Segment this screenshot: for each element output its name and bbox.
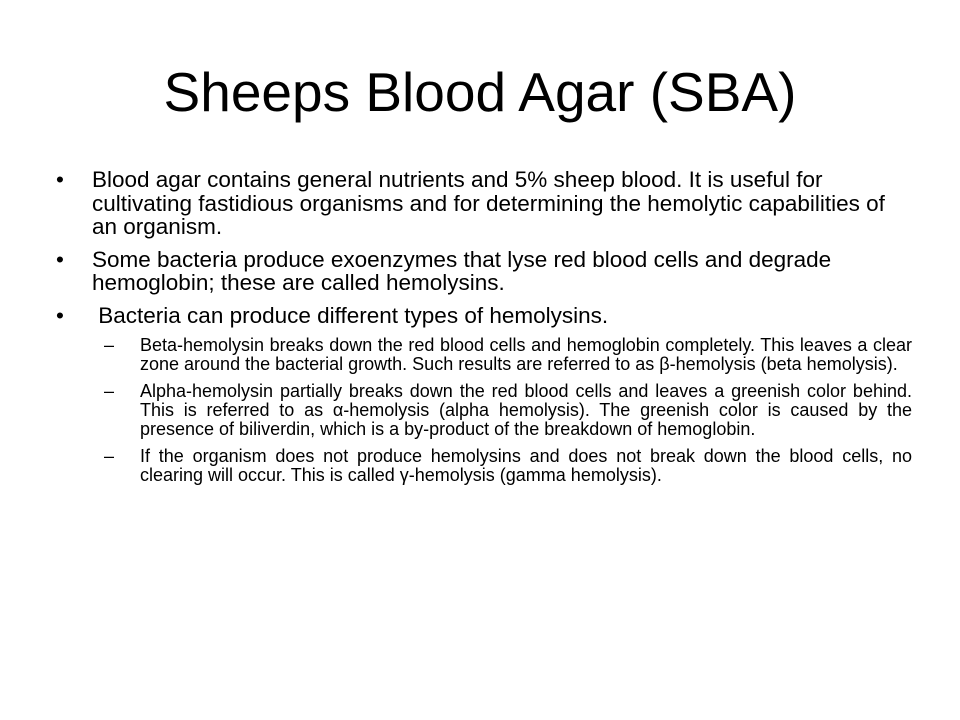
- bullet-marker: •: [56, 167, 64, 192]
- bullet-marker: •: [56, 246, 64, 272]
- dash-marker: –: [104, 335, 115, 355]
- sub-bullet-text: If the organism does not produce hemolysins and does not break down the blood cells, no clearing will occur. This is called γ-hemolysis (gamma hemolysis).: [140, 446, 912, 485]
- slide-body: [56, 168, 912, 493]
- bullet-item: [56, 248, 912, 295]
- bullet-text: Blood agar contains general nutrients and 5% sheep blood. It is useful for cultivating fastidious organisms and for determining the hemolytic capabilities of an organism.: [92, 167, 885, 239]
- bullet-item: [56, 168, 912, 239]
- bullet-marker: •: [56, 302, 64, 328]
- sub-bullet-item: [56, 447, 912, 485]
- sub-bullet-item: [56, 336, 912, 374]
- bullet-text: Bacteria can produce different types of hemolysins.: [92, 302, 609, 328]
- dash-marker: –: [104, 381, 115, 401]
- bullet-text: Some bacteria produce exoenzymes that lyse red blood cells and degrade hemoglobin; these are called hemolysins.: [92, 246, 832, 295]
- slide-title: Sheeps Blood Agar (SBA): [163, 61, 797, 123]
- sub-bullet-text: Beta-hemolysin breaks down the red blood cells and hemoglobin completely. This leaves a clear zone around the bacterial growth. Such results are referred to as β-hemolysis (beta hemolysis).: [140, 335, 912, 374]
- sub-bullet-item: [56, 382, 912, 439]
- bullet-item: [56, 304, 912, 328]
- sub-bullet-text: Alpha-hemolysin partially breaks down the red blood cells and leaves a greenish color behind. This is referred to as α-hemolysis (alpha hemolysis). The greenish color is caused by the presence of biliverdin, which is a by-product of the breakdown of hemoglobin.: [140, 381, 912, 439]
- dash-marker: –: [104, 446, 115, 466]
